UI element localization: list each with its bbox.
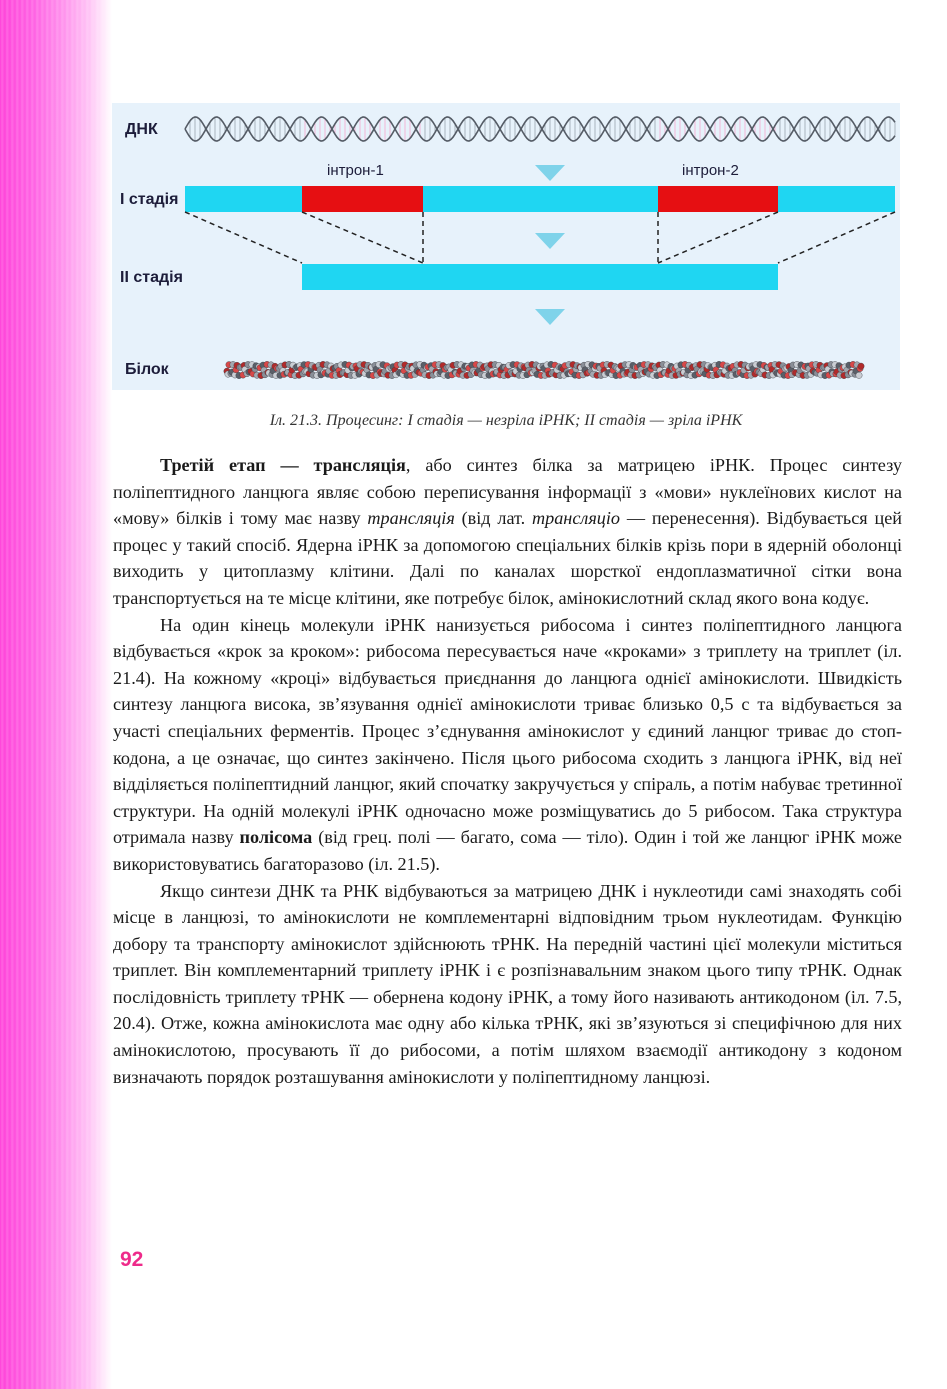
paragraph-2: На один кінець молекули іРНК нанизується рибосома і синтез поліпептидного ланцюга відбувається «крок за кроком»: рибосома пересувається наче «кроками» з триплету на триплет (іл. 21.4). На кожному «кроці» відбувається приєднання до ланцюга однієї амінокислоти. Швидкість синтезу ланцюга висока, зв’язування однієї амінокислоти триває близько 0,5 с та відбувається за участі спеціальних ферментів. Процес з’єднування амінокислот у єдиний ланцюг триває до стоп-кодона, а це означає, що синтез закінчено. Після цього рибосома сходить з ланцюга іРНК, від неї відділяється поліпептидний ланцюг, який спочатку закручується у спіраль, а потім набуває третинної структури. На одній молекулі іРНК одночасно може розміщуватись до 5 рибосом. Така структура отримала назву полісома (від грец. полі — багато, сома — тіло). Один і той же ланцюг іРНК може використовуватись багаторазово (іл. 21.5). <box>113 614 902 874</box>
figure-caption: Іл. 21.3. Процесинг: І стадія — незріла іРНК; ІІ стадія — зріла іРНК <box>269 412 743 429</box>
stage-2-label: ІІ стадія <box>120 269 183 286</box>
protein-chain <box>224 361 864 378</box>
paragraph-1: Третій етап — трансляція, або синтез білка за матрицею іРНК. Процес синтезу поліпептидного ланцюга являє собою переписування інформації з «мови» нуклеїнових кислот на «мову» білків і тому має назву трансляція (від лат. трансляціо — перенесення). Відбувається цей процес у такий спосіб. Ядерна іРНК за допомогою спеціальних білків крізь пори в ядерній оболонці виходить у цитоплазму клітини. Далі по каналах шорсткої ендоплазматичної сітки вона транспортується на те місце клітини, яке потребує білок, амінокислотний склад якого вона кодує. <box>113 455 902 608</box>
processing-figure <box>112 103 900 390</box>
intron-1-label: інтрон-1 <box>327 162 384 179</box>
dna-helix <box>185 117 895 141</box>
processing-diagram <box>112 103 900 390</box>
arrow-down-1 <box>535 165 565 181</box>
intron-2-block <box>658 186 778 212</box>
stage-1-label: І стадія <box>120 191 179 208</box>
term-polysome: полісома <box>239 827 313 848</box>
pre-mrna-bar <box>185 186 895 212</box>
mature-mrna-bar <box>302 264 778 290</box>
dna-label: ДНК <box>125 121 158 138</box>
intron-1-block <box>302 186 423 212</box>
paragraph-3: Якщо синтези ДНК та РНК відбуваються за матрицею ДНК і нуклеотиди самі знаходять собі місце в ланцюзі, то амінокислоти не комплементарні відповідним трьом нуклеотидам. Функцію добору та транспорту амінокислот здійснюють тРНК. На передній частині цієї молекули міститься триплет. Він комплементарний триплету іРНК і є розпізнавальним знаком цього типу тРНК. Однак послідовність триплету тРНК — обернена кодону іРНК, а тому його називають антикодоном (іл. 7.5, 20.4). Отже, кожна амінокислота має одну або кілька тРНК, які зв’язуються зі специфічною для них амінокислотою, просувають її до рибосоми, а потім шляхом взаємодії антикодону з кодоном визначають порядок розташування амінокислоти у поліпептидному ланцюзі. <box>113 880 902 1087</box>
body-text <box>113 452 902 1090</box>
term-translation: Третій етап — трансляція <box>160 455 406 475</box>
arrow-down-2 <box>535 233 565 249</box>
arrow-down-3 <box>535 309 565 325</box>
decorative-side-band <box>0 0 112 1389</box>
page-number: 92 <box>120 1248 144 1271</box>
intron-2-label: інтрон-2 <box>682 162 739 179</box>
protein-label: Білок <box>125 361 169 378</box>
